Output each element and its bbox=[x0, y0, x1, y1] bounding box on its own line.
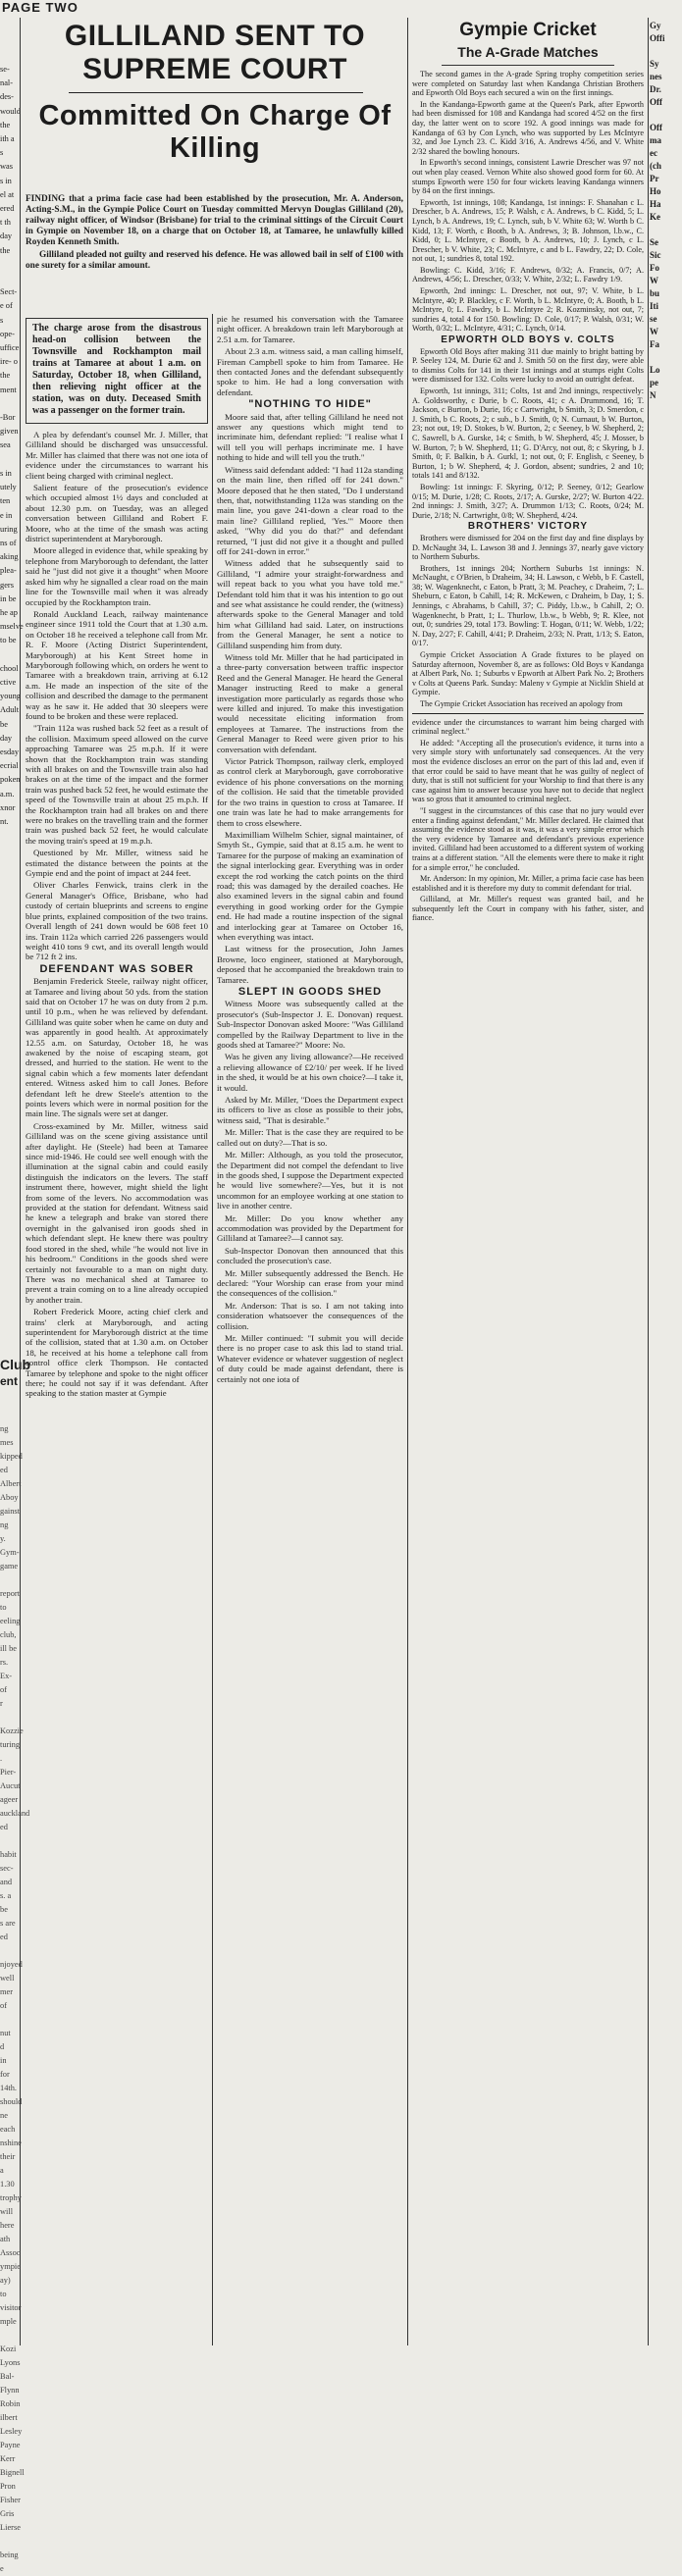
left-edge-fragment: nal- bbox=[0, 78, 14, 88]
right-edge-fragment: Dr. bbox=[650, 84, 661, 94]
col2-paragraph: Mr. Miller subsequently addressed the Bench. He declared: "Your Worship can erase from your mind the consequences of the collision." bbox=[217, 1267, 403, 1299]
column-rule-left bbox=[20, 18, 21, 2345]
main-subheadline: Committed On Charge Of Killing bbox=[38, 100, 392, 164]
page-folio: PAGE TWO bbox=[2, 0, 79, 15]
col3-paragraph: Bowling: C. Kidd, 3/16; F. Andrews, 0/32; A. Francis, 0/7; A. Andrews, 4/56; L. Drescher, 0/33; V. White, 2/32; L. Fawdry 1/9. bbox=[412, 265, 644, 284]
right-edge-fragment: Off bbox=[650, 123, 662, 132]
subhead-defendant-sober: DEFENDANT WAS SOBER bbox=[39, 962, 194, 975]
col2-paragraph: Witness told Mr. Miller that he had participated in a three-party conversation between traffic inspector Reed and the General Manager. He heard the General Manager instructing Reed to make a general investigation more particularly as regards those who were killed and injured. To make this investigation would necessitate eliciting information from employees at Tamaree. The instructions from the General Manager to Reed were given prior to his conversation with defendant. bbox=[217, 652, 403, 754]
left-edge-fragment: s in bbox=[0, 176, 12, 185]
col3-continuation: Mr. Anderson: In my opinion, Mr. Miller, a prima facie case has been established and it is therefore my duty to commit defendant for trial. bbox=[412, 874, 644, 893]
col3-paragraph: Brothers, 1st innings 204; Northern Suburbs 1st innings: N. McNaught, c O'Brien, b Draheim, 34; H. Lawson, c Webb, b F. Castell, 38; W. Wagenknecht, c Eaton, b Pratt, 3; M. Peachey, c Draheim, 7; L. Sheburn, c Eaton, b Cahill, 14; R. McKewen, c Draheim, b Day, 1; S. Jennings, c Abrahams, b Cahill, 37; C. Piddy, l.b.w., b Cahill, 2; O. Wagenknecht, b Pratt, 1; L. Thurlow, l.b.w., b Webb, 9; R. Klee, not out, 0; sundries 29, total 173. Bowling: T. Hogan, 0/11; W. Webb, 1/22; N. Day, 2/27; F. Cahill, 4/41; P. Draheim, 2/33; N. Pratt, 1/13; S. Eaton, 0/17. bbox=[412, 563, 644, 648]
right-edge-fragment: Ho bbox=[650, 186, 661, 196]
col1-paragraph: Questioned by Mr. Miller, witness said he estimated the distance between the points at the Gympie end and the point of impact at 244 feet. bbox=[26, 848, 208, 879]
col3-continuation: "I suggest in the circumstances of this case that no jury would ever enter a finding against defendant," Mr. Miller declared. He claimed that assuming the evidence stood as it was, it was a very simple error which the very evidence by Tamaree and defendant's previous experience invited. Gilliland had been accustomed to a different system of working trains at a different station. "All the elements were there to make it right for a simple error," he concluded. bbox=[412, 805, 644, 872]
cricket-divider bbox=[442, 65, 614, 66]
right-edge-fragment: ec bbox=[650, 148, 657, 158]
column-rule-1-2 bbox=[212, 314, 213, 2345]
right-edge-fragment bbox=[650, 45, 682, 58]
right-edge-fragment: Fo bbox=[650, 263, 659, 273]
col2-paragraph: Witness said defendant added: "I had 112a standing on the main line, then rifled off for 241 down." Moore deposed that he then stated, "Do I understand then, that, notwithstanding 112a was standing on the main line, you gave 241-down a clear road to the main line? Gilliland replied, 'Yes.'" Moore then asked, "Why did you do that?" and defendant returned, "I just did not give it a thought and pulled off for 241-down in error." bbox=[217, 464, 403, 556]
left-edge-fragment: day bbox=[0, 232, 13, 241]
col1-paragraph: Salient feature of the prosecution's evidence which occupied almost 1½ days and concluded at about 12.30 p.m. on Tuesday, was an alleged conversation between Gilliland and Robert F. Moore, who at the time of the smash was acting district superintendent at Maryborough. bbox=[26, 483, 208, 544]
left-edge-fragment: s in bbox=[0, 468, 12, 478]
col3-paragraph: Epworth, 1st innings, 311; Colts, 1st and 2nd innings, respectively: A. Goldsworthy, c Durie, b C. Roots, 41; c A. Drummond, 16; T. Jackson, c Burton, b Durie, 16; c Cartwright, b Smith, 3; D. Smerdon, c J. Smith, b C. Roots, 2; c sub., b J. Smith, 0; N. Curnaut, b W. Burton, 23; not out, 19; D. Stokes, b W. Burton, 2; c Seeney, b W. Shepherd, 2; C. Sawrell, b A. Gurske, 14; c Smith, b W. Shepherd, 45; J. Mosser, b W. Burton, 7; b W. Shepherd, 11; G. D'Arcy, not out, 8; c Skyring, b J. Smith, 0; F. Balkin, b A. Gurkl, 1; not out, 0; F. English, c Seeney, b Burton, 1; b W. Shepherd, 4; J. Gordon, absent; sundries, 2 and 10; totals 141 and 8/132. bbox=[412, 386, 644, 481]
left-edge-fragment: esday bbox=[0, 747, 20, 756]
col2-paragraph: pie he resumed his conversation with the Tamaree night officer. A breakdown train left Maryborough at 2.51 a.m. for Tamaree. bbox=[217, 314, 403, 344]
left-edge-fragment: poken bbox=[0, 775, 21, 785]
col3-paragraph: Epworth Old Boys after making 311 due mainly to bright batting by P. Seeley 124, M. Durie 62 and J. Smith 50 on the first day, were able to dismiss Colts for 141 in their 1st innings and at stumps eight Colts were dismissed for 132. Colts were lucky to avoid an outright defeat. bbox=[412, 346, 644, 385]
col1-paragraph: Oliver Charles Fenwick, trains clerk in the General Manager's Office, Brisbane, who had custody of certain blueprints and screens to engine blue prints, explained composition of the two trains. Overall length of 241 down would be 608 feet 10 ins. Train 112a which carried 226 passengers would weight 410 tons 9 cwt, and its overall length would be 712 ft 2 ins. bbox=[26, 880, 208, 962]
col3-continuation: He added: "Accepting all the prosecution's evidence, it turns into a very simple story with unfortunately sad consequences. At the very most the evidence discloses an error on the part of this lad and, even if that error could be said to have meant that he was guilty of neglect of duty, that is still not sufficient for your Worship to find that there is any case against him to answer because you have not to decide that neglect was so gross that it amounted to criminal neglect. bbox=[412, 738, 644, 804]
intro-paragraph: FINDING that a prima facie case had been established by the prosecution, Mr. A. Anderson, Acting-S.M., in the Gympie Police Court on Tuesday committed Mervyn Douglas Gilliland (20), railway night officer, of Windsor (Brisbane) for trial to the criminal sittings of the Circuit Court in Gympie on November 18, on a charge that on October 18, at Tamaree, he unlawfully killed Royden Kenneth Smith. bbox=[26, 194, 403, 247]
col3-paragraph: Brothers were dismissed for 204 on the first day and fine displays by D. McNaught 34, L. Lawson 38 and J. Jennings 37, nearly gave victory to Northern Suburbs. bbox=[412, 533, 644, 562]
left-edge-fragment: ten bbox=[0, 496, 11, 506]
left-edge-fragment: des- bbox=[0, 92, 14, 102]
left-edge-fragment: uffice bbox=[0, 343, 20, 353]
left-edge-fragment: ith a bbox=[0, 134, 15, 144]
right-edge-fragment: Ke bbox=[650, 212, 660, 222]
col1-paragraph: Ronald Auckland Leach, railway maintenance engineer since 1911 told the Court that at 1.30 a.m. on October 18 he received a telephone call from Mr. R. F. Moore (Acting District Superintendent, Maryborough) at his Kent Street home in Maryborough following which, on orders he went to Tamaree with a breakdown train, arriving at 6.12 a.m. He made an inspection of the site of the collision and described the damage to the permanent way as he saw it. He added that 30 sleepers were found to be broken and these were replaced. bbox=[26, 608, 208, 721]
col2-paragraph: Witness added that he subsequently said to Gilliland, "I admire your straight-forwardness and will repeat back to you what you have told me." Defendant told him that it was his intention to go out and see what assistance he could render, the (witness) afterwards spoke to the General Manager and told him what Gilliland had said. Later, on instructions from the General Manager, he sent a notice to Gilliland suspending him from duty. bbox=[217, 558, 403, 650]
intro-bail-paragraph: Gilliland pleaded not guilty and reserved his defence. He was allowed bail in self of £100 with one surety for a similar amount. bbox=[26, 250, 403, 271]
right-edge-fragment: Ha bbox=[650, 199, 661, 209]
left-edge-fragment: given bbox=[0, 427, 19, 437]
right-edge-fragments bbox=[650, 20, 682, 1491]
subhead-epworth-v-colts: EPWORTH OLD BOYS v. COLTS bbox=[441, 335, 615, 346]
right-edge-fragment bbox=[650, 224, 682, 236]
charge-summary: The charge arose from the disastrous head-on collision between the Townsville and Rockhampton mail trains at Tamaree at about 1 a.m. on Saturday, October 18, when Gilliland, then relieving night officer at the station, was on duty. Deceased Smith was a passenger on the former train. bbox=[32, 323, 201, 416]
right-edge-fragment: Iti bbox=[650, 301, 658, 311]
headline-divider bbox=[69, 92, 363, 93]
left-edge-fragments-lower: ng mes kipped ed Albert Aboy gainst ng y. Gym- game report to eeling club, ill be rs. Ex- of r Kozzie turing . Pier- Aucut ageer auckland ed habit sec- and s. a be s are ed njoyed well mer of nut d in for 14th. should ne each nshine their a 1.30 trophy will here ath Assoc ympie ay) to visitor mple Kozi Lyons Bal- Flynn Robin ilbert Lesley Payne Kerr Bignell Pron Fisher Gris Lierse being e bbox=[0, 1424, 30, 2573]
col3-paragraph: The second games in the A-grade Spring trophy competition series were completed on Saturday last when Kandanga Christian Brothers and Epworth Old Boys each secured a win on the first innings. bbox=[412, 70, 644, 98]
left-edge-fragment: s was bbox=[0, 148, 14, 172]
right-edge-fragment: Offi bbox=[650, 33, 665, 43]
col2-paragraph: Was he given any living allowance?—He received a relieving allowance of £2/10/ per week. If he lived in the shed, it would be at his own choice?—I take it, it would. bbox=[217, 1052, 403, 1093]
left-edge-fragment: young bbox=[0, 692, 21, 701]
left-edge-fragment: utely bbox=[0, 483, 17, 492]
left-edge-fragment: day bbox=[0, 733, 13, 743]
col2-paragraph: About 2.3 a.m. witness said, a man calling himself, Fireman Campbell spoke to him from Tamaree. He then contacted Jones and the defendant subsequently spoke to him. He had a long conversation with defendant. bbox=[217, 346, 403, 397]
intro-block bbox=[26, 194, 403, 308]
col1-paragraph: A plea by defendant's counsel Mr. J. Miller, that Gilliland should be discharged was unsuccessful. Mr. Miller has claimed that there was not one iota of evidence under the circumstances to warrant his client being charged with criminal neglect. bbox=[26, 430, 208, 481]
col2-paragraph: Mr. Miller: Although, as you told the prosecutor, the Department did not compel the defendant to live in the goods shed, I suppose the Department expected he would live somewhere?—Yes, but it is not uncommon for an employee working at one station to live in another centre. bbox=[217, 1150, 403, 1211]
left-edge-fragment: sea bbox=[0, 440, 11, 450]
left-edge-fragment: ire- o bbox=[0, 357, 18, 367]
col2-paragraph: Moore said that, after telling Gilliland he need not answer any questions which might tend to incriminate him, defendant replied: "I realise what I will tell you will perhaps incriminate me. I have nothing to hide and will tell you the truth." bbox=[217, 411, 403, 463]
col2-paragraph: Maximilliam Wilhelm Schier, signal maintainer, of Smyth St., Gympie, said that at 8.15 a.m. he went to Tamaree for the purpose of making an examination of the signal interlocking gear. Everything was in order except the rod working the catch points on the third road; this was damaged by the derailed coaches. He also examined levers in the signal cabin and found everything in good working order for the Gympie end. He had made a routine inspection of the signal and interlocking gear at Tamaree on October 16, when everything was intact. bbox=[217, 829, 403, 942]
right-edge-fragment: Pr bbox=[650, 174, 659, 183]
col2-paragraph: Mr. Miller continued: "I submit you will decide there is no proper case to ask this lad to stand trial. Whatever evidence or whatever suggestion of neglect of duty could be made against defendant, there is certainly not one iota of bbox=[217, 1333, 403, 1384]
right-edge-fragment: W bbox=[650, 276, 658, 285]
col3-paragraph: Gympie Cricket Association A Grade fixtures to be played on Saturday afternoon, November 8, are as follows: Old Boys v Kandanga at Albert Park, No. 1; Suburbs v Epworth at Albert Park No. 2; Brothers v Colts at Queens Park. Sunday: Maleny v Gympie at Nicklin Shield at Gympie. bbox=[412, 650, 644, 697]
col3-paragraph: The Gympie Cricket Association has received an apology from bbox=[420, 699, 623, 708]
right-edge-fragment: ma bbox=[650, 135, 661, 145]
right-edge-fragment: Lo bbox=[650, 365, 660, 375]
left-edge-fragment: s ope- bbox=[0, 315, 15, 338]
left-edge-fragment: e in bbox=[0, 510, 13, 520]
cricket-headline: Gympie Cricket bbox=[459, 20, 597, 40]
left-edge-fragment: mselve bbox=[0, 622, 24, 632]
left-edge-fragment: plea- bbox=[0, 566, 17, 576]
left-edge-fragment: the bbox=[0, 245, 11, 255]
right-edge-fragment: N bbox=[650, 390, 656, 400]
left-edge-fragment: ment bbox=[0, 385, 17, 394]
col2-paragraph: Mr. Miller: Do you know whether any accommodation was provided by the Department for Gilliland at Tamaree?—I cannot say. bbox=[217, 1212, 403, 1244]
column-rule-right bbox=[648, 18, 649, 2345]
left-edge-fragment bbox=[0, 453, 18, 467]
left-edge-fragment: Sect- bbox=[0, 287, 18, 297]
article-column-1 bbox=[26, 314, 208, 2343]
charge-summary-box bbox=[26, 318, 208, 424]
right-edge-fragment: Fa bbox=[650, 339, 659, 349]
left-edge-fragment: be bbox=[0, 719, 8, 729]
right-edge-fragment: Gy bbox=[650, 21, 661, 30]
left-edge-fragment: -Bor bbox=[0, 413, 16, 423]
right-edge-fragment: Se bbox=[650, 237, 658, 247]
col3-continuation: Gilliland, at Mr. Miller's request was granted bail, and he subsequently left the Court in company with his father, sister, and fiance. bbox=[412, 895, 644, 923]
main-headline: GILLILAND SENT TO SUPREME COURT bbox=[64, 20, 366, 85]
club-subtitle: ent bbox=[0, 1374, 18, 1388]
left-edge-fragment: gers bbox=[0, 580, 14, 590]
col2-paragraph: Victor Patrick Thompson, railway clerk, employed as control clerk at Maryborough, gave corroborative evidence of his phone conversations on the morning of the collision. He said that the timetable provided for the two trains in question to cross at Tamaree. If one train was late he had to make arrangements for them to cross elsewhere. bbox=[217, 756, 403, 828]
col2-paragraph: Sub-Inspector Donovan then announced that this concluded the prosecution's case. bbox=[217, 1245, 403, 1266]
left-edge-fragment: nt. bbox=[0, 816, 9, 826]
left-edge-fragment: el at bbox=[0, 189, 15, 199]
col2-paragraph: Last witness for the prosecution, John James Browne, loco engineer, stationed at Maryborough, deposed that he accompanied the breakdown train to Tamaree. bbox=[217, 944, 403, 985]
left-edge-fragment: to be bbox=[0, 636, 17, 645]
subhead-brothers-victory: BROTHERS' VICTORY bbox=[467, 521, 589, 533]
right-edge-fragment: Off bbox=[650, 97, 662, 107]
subhead-nothing-to-hide: "NOTHING TO HIDE" bbox=[248, 398, 372, 411]
col1-paragraph: "Train 112a was rushed back 52 feet as a result of the collision. Maximum speed allowed on the curve approaching Tamaree was 25 m.p.h. If it were shown that the Rockhampton train was standing with all brakes on and the Townsville train also had brakes on at the time of the impact and the former train was pushed back 52 feet, he would estimate the speed of the Townsville train at about 25 m.p.h. If the Rockhampton train had all brakes on and there were no brakes on the travelling train and the former train was pushed back 52 feet, he would calculate the moving train's speed at 19 m.p.h. bbox=[26, 723, 208, 846]
col2-paragraph: Mr. Anderson: That is so. I am not taking into consideration whatsoever the consequences of the collision. bbox=[217, 1300, 403, 1331]
left-edge-fragment: xnor bbox=[0, 802, 16, 812]
right-edge-fragment bbox=[650, 109, 682, 122]
left-edge-fragment: he ap bbox=[0, 607, 18, 617]
left-edge-fragment: the bbox=[0, 120, 11, 129]
col2-paragraph: Asked by Mr. Miller, "Does the Department expect its officers to live as close as possible to their jobs, witness said, "That is desirable." bbox=[217, 1095, 403, 1125]
article-column-3 bbox=[412, 20, 644, 2343]
left-edge-fragment bbox=[0, 258, 18, 272]
left-edge-fragment: aking bbox=[0, 552, 19, 562]
col3-paragraph: In Epworth's second innings, consistent Lawrie Drescher was 97 not out when play ceased. Vernon White also showed good form for 60. At stumps Epworth were 150 for four wickets leaving Kandanga winners by 84 on the first innings. bbox=[412, 158, 644, 196]
right-edge-fragment: (ch bbox=[650, 161, 661, 171]
col1-paragraph: Moore alleged in evidence that, while speaking by telephone from Maryborough to defendant, the latter said he "just did not give it a thought" when Moore asked him why he signalled a clear road on the main line for the Townsville mail when it was already occupied by the Rockhampton train. bbox=[26, 545, 208, 607]
left-edge-fragment: uring bbox=[0, 524, 18, 534]
left-edge-fragment: in be bbox=[0, 593, 17, 603]
right-edge-fragment: bu bbox=[650, 288, 660, 298]
col3-continuation: evidence under the circumstances to warrant him being charged with criminal neglect." bbox=[412, 717, 644, 737]
left-edge-fragment: Adult bbox=[0, 705, 20, 715]
col3-paragraph: Epworth, 1st innings, 108; Kandanga, 1st innings: F. Shanahan c L. Drescher, b A. Andrews, 15; P. Walsh, c A. Andrews, b C. Kidd, 5; L. Lynch, b A. Andrews, 19; C. Lynch, sub, b V. White 63; W. Worth b C. Kidd, 13; F. Worth, c Booth, b A. Andrews, 3; B. Johnson, l.b.w., C. Kidd, 0; L. McIntyre, c Booth, b A. Andrews, 10; J. Lynch, c L. Drescher, b V. White, 23; C. McIntyre, c and b L. Fawdry, 22; D. Cole, not out, 1; sundries 8, total 192. bbox=[412, 197, 644, 264]
left-edge-fragment: ered bbox=[0, 204, 15, 214]
left-edge-fragment bbox=[0, 648, 18, 662]
cricket-subheadline: The A-Grade Matches bbox=[457, 44, 599, 60]
right-edge-fragment: W bbox=[650, 327, 658, 336]
col3-paragraph: Epworth, 2nd innings: L. Drescher, not out, 97; V. White, b L. McIntyre, 40; P. Blackley, c F. Worth, b L. McIntyre, 0; A. Booth, b L. McIntyre, 0; L. Fawdry, b L. McIntyre 2; R. Kozminsky, not out, 7; sundries 4, total 4 for 150. Bowling: D. Cole, 0/17; P. Walsh, 0/31; W. Worth, 0/32; L. McIntyre, 4/31; C. Lynch, 0/14. bbox=[412, 286, 644, 334]
column-rule-2-3 bbox=[407, 18, 408, 2345]
left-edge-fragment: the bbox=[0, 371, 11, 381]
left-edge-fragment: t th bbox=[0, 218, 11, 228]
right-edge-fragment: pe bbox=[650, 378, 658, 387]
left-edge-fragment: ns of bbox=[0, 538, 17, 547]
left-edge-fragment: a.m. bbox=[0, 789, 15, 799]
left-edge-fragment: e of bbox=[0, 301, 13, 311]
col1-paragraph: Benjamin Frederick Steele, railway night officer, at Tamaree and living about 50 yds. from the station said that on October 17 he was on duty from 2 p.m. until 10 p.m., when he was relieved by defendant. Gilliland was quite sober when he came on duty and was apparently in good health. At approximately 12.55 a.m. on Saturday, October 18, he was awakened by the noise of escaping steam, got dressed, and hurried to the station. He went to the signal cabin which a few moments later defendant entered. Witness asked him to call Jones. Before defendant left he drew Steele's attention to the points levers which were in normal position for the main line. The signals were set at danger. bbox=[26, 976, 208, 1119]
col1-paragraph: Cross-examined by Mr. Miller, witness said Gilliland was on the scene giving assistance until after daylight. He (Steele) had been at Tamaree since mid-1946. He could see well enough with the illumination at the signal cabin and could easily distinguish the indicators on the levers. The staff instrument there, however, might shield the light from some of the levers. No accommodation was provided at the station for defendant. Witness said he knew a telegraph and brake van stored there overnight in the galvanised iron goods shed in which defendant slept. He knew there was poultry food stored in the shed, while "he would not live in his bedroom." Conditions in the goods shed were certainly not favourable to a man on night duty. There was no mechanical shed at Tamaree to prevent a train coming on to a line already occupied by another train. bbox=[26, 1120, 208, 1305]
article-column-2 bbox=[217, 314, 403, 2343]
left-edge-fragment: would bbox=[0, 106, 21, 116]
right-edge-fragment: Sy bbox=[650, 59, 659, 69]
left-edge-fragment bbox=[0, 272, 18, 285]
right-edge-fragment: nes bbox=[650, 72, 662, 81]
subhead-slept-in-goods-shed: SLEPT IN GOODS SHED bbox=[237, 986, 383, 998]
left-edge-fragment: chool bbox=[0, 663, 19, 673]
col1-paragraph: Robert Frederick Moore, acting chief clerk and trains' clerk at Maryborough, and acting superintendent for Maryborough district at the time of the collision, stated that at 1.30 a.m. on October 18, he received at his home a telephone call from control office clerk Thompson. He contacted Tamaree by telephone and spoke to the night officer there; he could not say if it was defendant. After speaking to the station master at Gympie bbox=[26, 1307, 208, 1399]
left-edge-fragment: ecrial bbox=[0, 761, 19, 771]
col2-paragraph: Mr. Miller: That is the case they are required to be called out on duty?—That is so. bbox=[217, 1127, 403, 1148]
right-edge-fragment: se bbox=[650, 314, 657, 324]
right-edge-fragment: Sic bbox=[650, 250, 661, 260]
club-fragment bbox=[0, 1356, 31, 1415]
left-edge-fragment bbox=[0, 397, 18, 411]
left-edge-fragment: se- bbox=[0, 65, 10, 74]
right-edge-fragment bbox=[650, 351, 682, 364]
continuation-divider bbox=[412, 713, 644, 714]
club-title: Club bbox=[0, 1357, 31, 1372]
left-edge-fragment: ctive bbox=[0, 677, 17, 687]
col3-paragraph: In the Kandanga-Epworth game at the Queen's Park, after Epworth had been dismissed for 108 and Kandanga had scored 4/52 on the first day, the latter went on to score 192. A good innings was made for Kandanga of 63 by Con Lynch, who was supported by Les McIntyre 32, and Joe Lynch 23. C. Kidd 3/16, A. Andrews 4/56, and V. White 2/32 shared the bowling honours. bbox=[412, 99, 644, 156]
left-edge-fragments bbox=[0, 63, 24, 1358]
col3-paragraph: Bowling: 1st innings: F. Skyring, 0/12; P. Seeney, 0/12; Gearlow 0/15; M. Durie, 1/28; C. Roots, 2/17; A. Gurske, 2/27; W. Burton 4/22. 2nd innings: J. Smith, 3/27; A. Drummon 1/13; C. Roots, 0/24; M. Durie, 2/18; N. Cartwright, 0/8; W. Shepherd, 4/24. bbox=[412, 482, 644, 520]
col2-paragraph: Witness Moore was subsequently called at the prosecutor's (Sub-Inspector J. E. Donovan) request. Sub-Inspector Donovan asked Moore: "Was Gilliland compelled by the Railway Department to live in the goods shed at Tamaree?" Moore: No. bbox=[217, 999, 403, 1051]
